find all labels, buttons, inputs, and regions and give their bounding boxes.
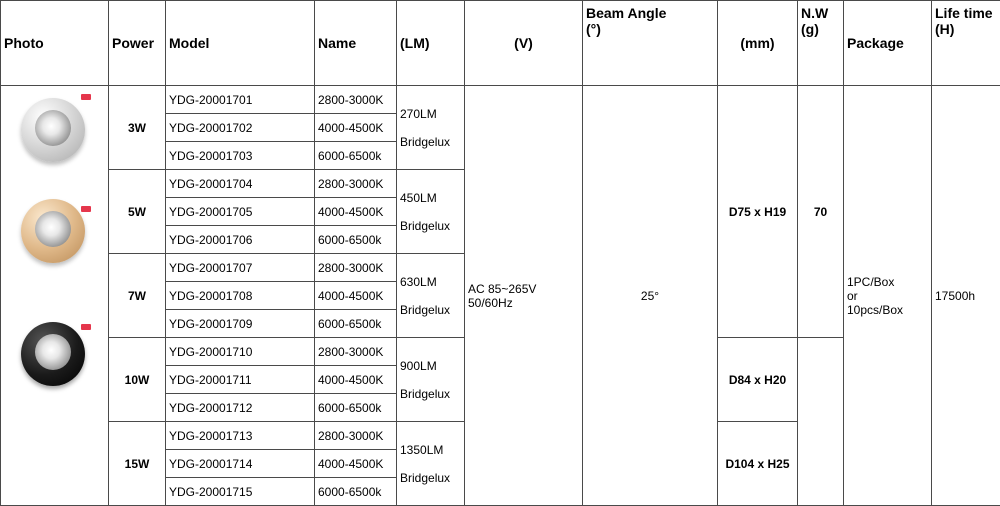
name-cell: 6000-6500k — [315, 310, 397, 338]
model-cell: YDG-20001704 — [166, 170, 315, 198]
model-cell: YDG-20001715 — [166, 478, 315, 506]
model-cell: YDG-20001702 — [166, 114, 315, 142]
name-cell: 2800-3000K — [315, 338, 397, 366]
package-line-1: 1PC/Box — [847, 275, 894, 289]
chip-value: Bridgelux — [400, 387, 450, 401]
model-cell: YDG-20001705 — [166, 198, 315, 226]
name-cell: 4000-4500K — [315, 198, 397, 226]
header-package: Package — [844, 1, 932, 86]
name-cell: 4000-4500K — [315, 114, 397, 142]
chip-value: Bridgelux — [400, 135, 450, 149]
model-cell: YDG-20001713 — [166, 422, 315, 450]
name-cell: 6000-6500k — [315, 394, 397, 422]
badge-icon — [81, 206, 91, 212]
chip-value: Bridgelux — [400, 471, 450, 485]
model-cell: YDG-20001709 — [166, 310, 315, 338]
package-line-2: or — [847, 289, 858, 303]
power-cell: 7W — [109, 254, 166, 338]
power-cell: 3W — [109, 86, 166, 170]
silver-downlight-icon — [21, 98, 85, 162]
chip-value: Bridgelux — [400, 303, 450, 317]
header-life-time — [932, 1, 1000, 86]
model-cell: YDG-20001706 — [166, 226, 315, 254]
product-photos — [1, 86, 109, 506]
lumen-cell — [397, 422, 465, 506]
lumen-value: 630LM — [400, 275, 437, 289]
size-cell-c: D104 x H25 — [718, 422, 798, 506]
name-cell: 6000-6500k — [315, 226, 397, 254]
model-cell: YDG-20001708 — [166, 282, 315, 310]
model-cell: YDG-20001711 — [166, 366, 315, 394]
name-cell: 4000-4500K — [315, 450, 397, 478]
model-cell: YDG-20001701 — [166, 86, 315, 114]
lumen-cell — [397, 254, 465, 338]
header-power: Power — [109, 1, 166, 86]
lumen-value: 900LM — [400, 359, 437, 373]
lumen-value: 1350LM — [400, 443, 443, 457]
voltage-value: AC 85~265V — [468, 282, 536, 296]
name-cell: 6000-6500k — [315, 142, 397, 170]
lumen-value: 450LM — [400, 191, 437, 205]
model-cell: YDG-20001714 — [166, 450, 315, 478]
header-life-label: Life time — [935, 5, 993, 21]
model-cell: YDG-20001707 — [166, 254, 315, 282]
power-cell: 15W — [109, 422, 166, 506]
header-model: Model — [166, 1, 315, 86]
size-cell-b: D84 x H20 — [718, 338, 798, 422]
lumen-value: 270LM — [400, 107, 437, 121]
weight-cell: 70 — [798, 86, 844, 338]
header-nw-label: N.W — [801, 5, 828, 21]
header-photo: Photo — [1, 1, 109, 86]
table-row — [1, 86, 1000, 114]
header-beam-angle-label: Beam Angle — [586, 5, 666, 21]
black-downlight-icon — [21, 322, 85, 386]
weight-cell-empty — [798, 338, 844, 506]
model-cell: YDG-20001710 — [166, 338, 315, 366]
header-beam-angle-unit: (°) — [586, 21, 601, 37]
name-cell: 2800-3000K — [315, 254, 397, 282]
chip-value: Bridgelux — [400, 219, 450, 233]
lumen-cell — [397, 338, 465, 422]
name-cell: 2800-3000K — [315, 422, 397, 450]
package-line-3: 10pcs/Box — [847, 303, 903, 317]
header-lumen: (LM) — [397, 1, 465, 86]
header-beam-angle — [583, 1, 718, 86]
package-cell — [844, 86, 932, 506]
power-cell: 5W — [109, 170, 166, 254]
header-size: (mm) — [718, 1, 798, 86]
gold-downlight-icon — [21, 199, 85, 263]
name-cell: 4000-4500K — [315, 366, 397, 394]
size-cell-a: D75 x H19 — [718, 86, 798, 338]
header-row — [1, 1, 1000, 86]
badge-icon — [81, 324, 91, 330]
header-life-unit: (H) — [935, 21, 954, 37]
frequency-value: 50/60Hz — [468, 296, 513, 310]
model-cell: YDG-20001712 — [166, 394, 315, 422]
header-nw-unit: (g) — [801, 21, 819, 37]
model-cell: YDG-20001703 — [166, 142, 315, 170]
voltage-cell — [465, 86, 583, 506]
lumen-cell — [397, 86, 465, 170]
life-time-cell: 17500h — [932, 86, 1000, 506]
name-cell: 2800-3000K — [315, 170, 397, 198]
header-nw — [798, 1, 844, 86]
badge-icon — [81, 94, 91, 100]
name-cell: 6000-6500k — [315, 478, 397, 506]
header-name: Name — [315, 1, 397, 86]
power-cell: 10W — [109, 338, 166, 422]
name-cell: 2800-3000K — [315, 86, 397, 114]
name-cell: 4000-4500K — [315, 282, 397, 310]
header-voltage: (V) — [465, 1, 583, 86]
beam-angle-cell: 25° — [583, 86, 718, 506]
lumen-cell — [397, 170, 465, 254]
